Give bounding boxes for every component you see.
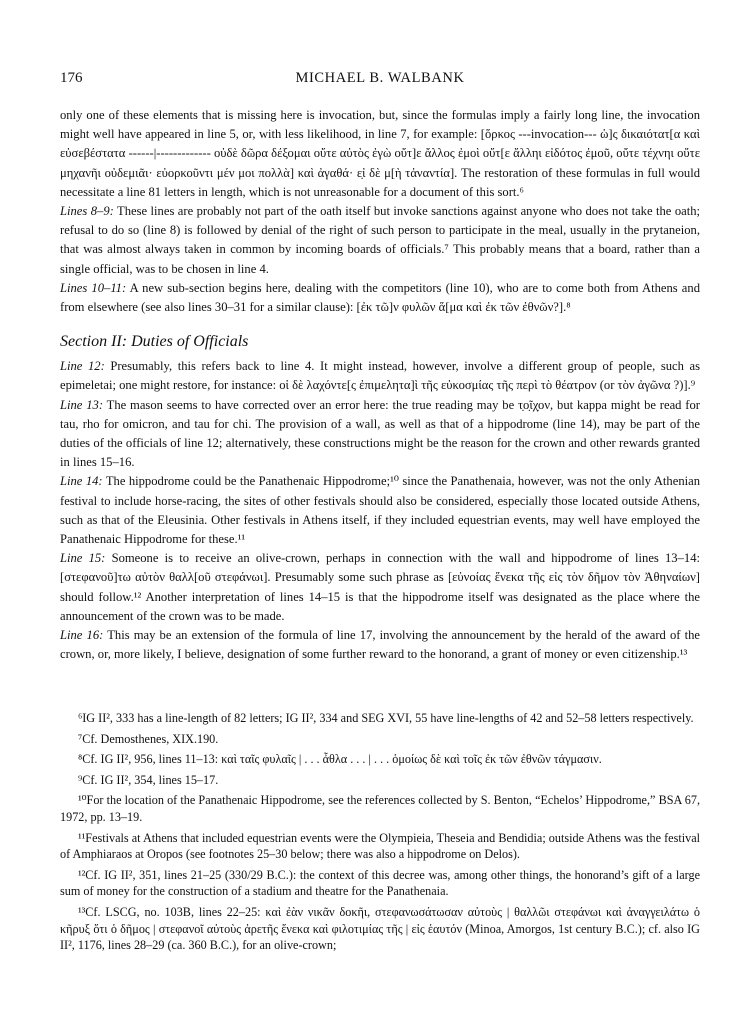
commentary-text: The hippodrome could be the Panathenaic Hippodrome;¹⁰ since the Panathenaia, however, was not the only Athenian festival to include horse-racing, the sites of other festivals should also be considered, especially those located outside Athens, such as that of the Eleusinia. Other festivals in Athens itself, if they included equestrian events, may well have employed the Panathenaic Hippodrome for these.¹¹	[60, 474, 701, 547]
line-label: Lines 10–11:	[60, 280, 127, 295]
page-number: 176	[60, 70, 83, 86]
commentary-line-13	[60, 396, 700, 473]
commentary-lines-10-11	[60, 279, 700, 317]
footnote-8: ⁸Cf. IG II², 956, lines 11–13: καὶ ταῖς φυλαῖς | . . . ἆθλα . . . | . . . ὁμοίως δὲ καὶ τοῖς ἐκ τῶν ἐθνῶν τάγμασιν.	[78, 752, 602, 767]
intro-paragraph: only one of these elements that is missing here is invocation, but, since the formulas imply a fairly long line, the invocation might well have appeared in line 5, or, with less likelihood, in line 7, for example: [ὅρκος ---invocation--- ὡ]ς δικαιότατ[α καὶ εὐσεβέστατα ------|------------- οὐδὲ δῶρα δέξομαι οὔτε αὐτὸς ἐγὼ οὔτ]ε ἄλλος ἐμοὶ οὔτ[ε ἄλληι εἰδότος ἐμοῦ, οὔτε τέχνηι οὔτε μηχανῆι οὐδεμιᾶι· εὐορκοῦντι μέν μοι πολλὰ] καὶ ἀγαθά· ε̣ἰ δὲ μ[ὴ τἀναντία]. The restoration of these formulas in full would necessitate a line 81 letters in length, which is not unreasonable for a document of this sort.⁶	[60, 108, 700, 199]
line-label: Line 13:	[60, 397, 104, 412]
line-label: Line 12:	[60, 359, 105, 374]
footnote-6: ⁶IG II², 333 has a line-length of 82 letters; IG II², 334 and SEG XVI, 55 have line-lengths of 42 and 52–58 letters respectively.	[78, 711, 694, 725]
footnote-11: ¹¹Festivals at Athens that included equestrian events were the Olympieia, Theseia and Bendidia; outside Athens was the festival of Amphiaraos at Oropos (see footnotes 25–30 below; there was also a hippodrome on Delos).	[60, 830, 700, 862]
commentary-text: Someone is to receive an olive-crown, perhaps in connection with the wall and hippodrome of lines 13–14: [στεφανοῦ]τω αὐτὸν θαλλ[οῦ στεφάνωι]. Presumably some such phrase as [εὐνοίας ἕνεκα τῆς εἰς τὸν δῆμον τὸν Ἀθηναίων] should follow.¹² Another interpretation of lines 14–15 is that the hippodrome itself was designated as the place where the announcement of the crown was to be made.	[60, 551, 700, 623]
line-label: Lines 8–9:	[60, 204, 114, 219]
running-head: MICHAEL B. WALBANK	[295, 70, 465, 86]
footnotes	[60, 710, 700, 958]
page-header	[60, 70, 700, 90]
commentary-line-16	[60, 626, 700, 664]
footnote-10: ¹⁰For the location of the Panathenaic Hippodrome, see the references collected by S. Benton, “Echelos’ Hippodrome,” BSA 67, 1972, pp. 13–19.	[60, 793, 700, 824]
commentary-text: These lines are probably not part of the oath itself but invoke sanctions against anyone who does not take the oath; refusal to do so (line 8) is followed by denial of the right of such person to participate in the meal, usually in the prytaneion, that was almost always taken in common by incoming boards of officials.⁷ This probably means that a board, rather than a single official, was to be chosen in line 4.	[60, 204, 701, 276]
footnote-7: ⁷Cf. Demosthenes, XIX.190.	[78, 731, 219, 746]
footnote-12: ¹²Cf. IG II², 351, lines 21–25 (330/29 B.C.): the context of this decree was, among other things, the honorand’s gift of a large sum of money for the construction of a stadium and theatre for the Panathenaia.	[60, 867, 700, 899]
line-label: Line 15:	[60, 551, 106, 566]
commentary-text: A new sub-section begins here, dealing with the competitors (line 10), who are to come both from Athens and from elsewhere (see also lines 30–31 for a similar clause): [ἐκ τῶ]ν φυλῶν ἅ[μα καὶ ἐκ τῶν ἐθνῶν?].⁸	[60, 280, 700, 315]
commentary-text: This may be an extension of the formula of line 17, involving the announcement by the herald of the award of the crown, or, more likely, I believe, designation of some further reward to the honorand, a grant of money or even citizenship.¹³	[60, 628, 700, 662]
body-text	[60, 106, 700, 664]
commentary-line-15	[60, 549, 700, 626]
commentary-line-12	[60, 357, 700, 395]
line-label: Line 14:	[60, 474, 103, 489]
footnote-9: ⁹Cf. IG II², 354, lines 15–17.	[78, 772, 219, 787]
footnote-13: ¹³Cf. LSCG, no. 103B, lines 22–25: καὶ ἐὰν νικᾶν δοκῆι, στεφανωσάτωσαν αὐτοὺς | θαλλῶι στεφάνωι καὶ ἀναγγειλάτω ὁ κῆρυξ ὅτι ὁ δῆμος | στεφανοῖ αὐτοὺς ἀρετῆς ἕνεκα καὶ φιλοτιμίας τῆς | εἰς ἑαυτόν (Minoa, Amorgos, 1st century B.C.); cf. also IG II², 1176, lines 28–29 (ca. 360 B.C.), for an olive-crown;	[60, 904, 700, 953]
line-label: Line 16:	[60, 628, 104, 643]
commentary-text: The mason seems to have corrected over an error here: the true reading may be τ̣ο̣ῖχ̣ον, but kappa might be read for tau, rho for omicron, and tau for chi. The provision of a wall, as well as that of a hippodrome (line 14), may be part of the duties of the officials of line 12; alternatively, these constructions might be the reason for the crown and other rewards granted in lines 15–16.	[60, 397, 700, 470]
section-heading: Section II: Duties of Officials	[60, 333, 249, 351]
commentary-lines-8-9	[60, 202, 700, 279]
commentary-line-14	[60, 472, 700, 549]
commentary-text: Presumably, this refers back to line 4. It might instead, however, involve a different group of people, such as epimeletai; one might restore, for instance: οἱ δὲ λαχόντε[ς ἐπιμελητα]ὶ τῆς εὐκοσμίας τῆς περὶ τὸ θέατρον (or τὸν ἀγῶνα ?)].⁹	[60, 359, 700, 393]
